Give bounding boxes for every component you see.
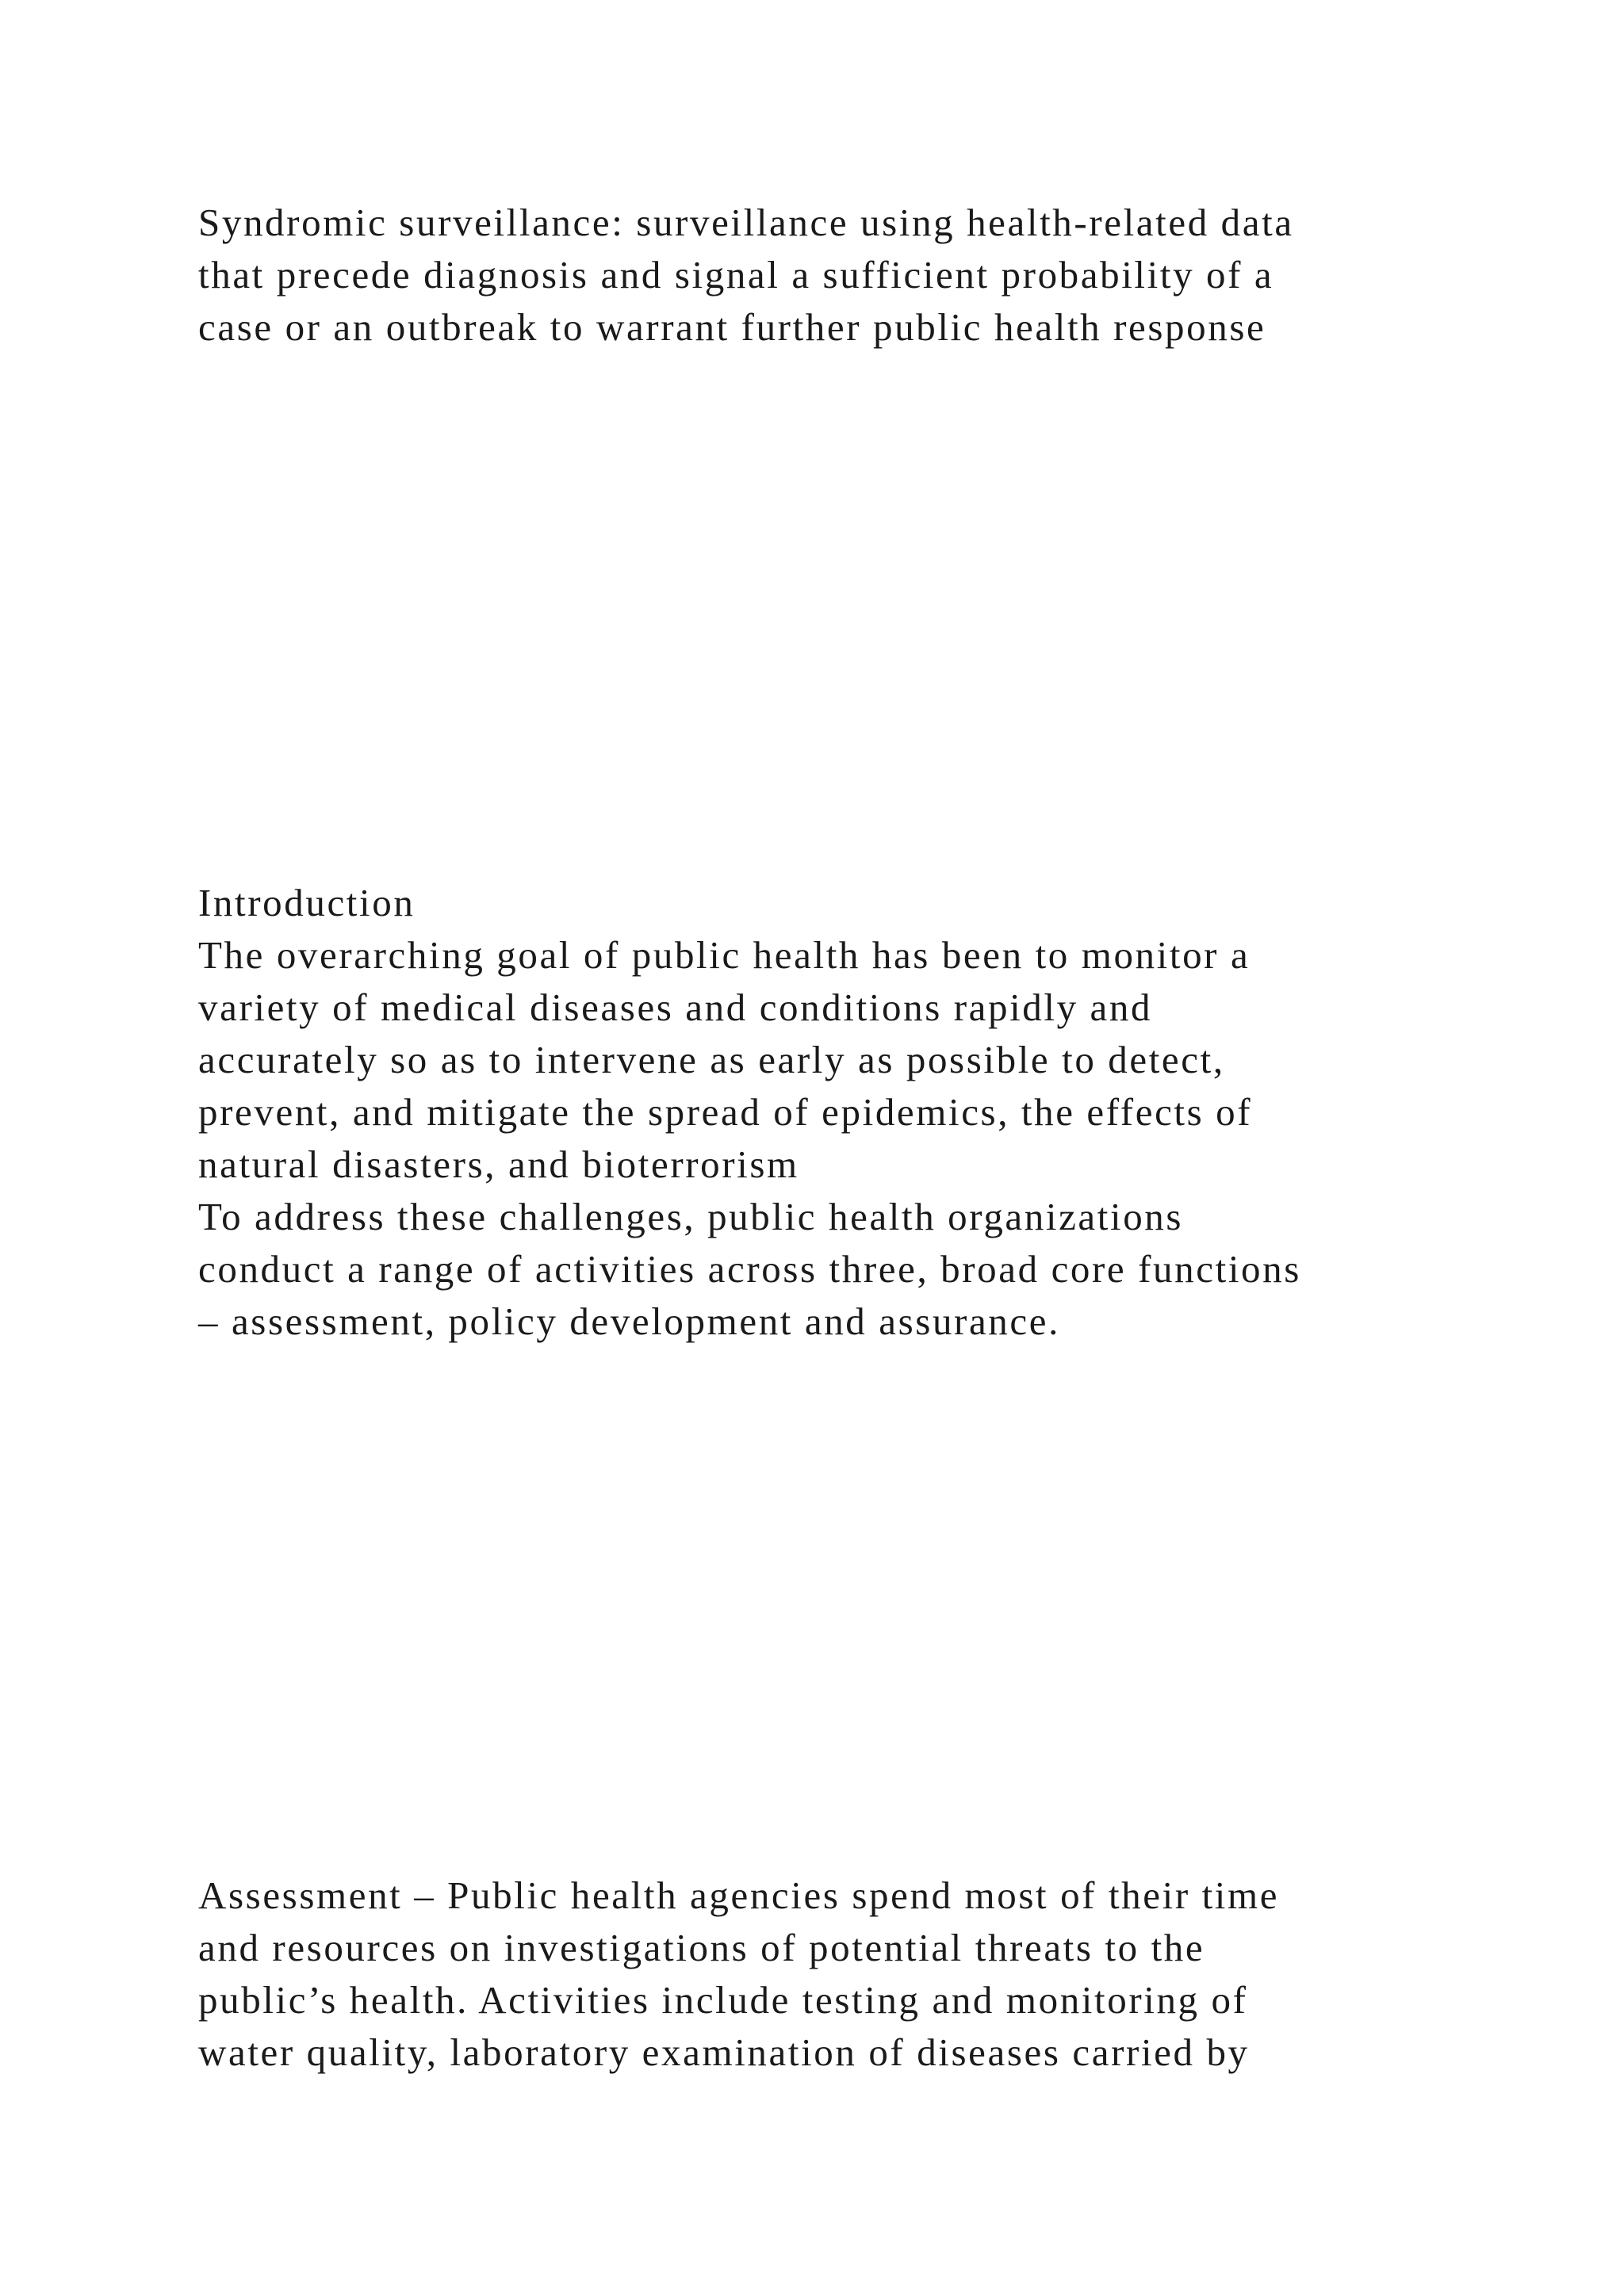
text-line: conduct a range of activities across three, broad core functions xyxy=(198,1247,1301,1291)
text-line: and resources on investigations of potential threats to the xyxy=(198,1926,1205,1969)
syndromic-surveillance-definition xyxy=(198,197,1467,354)
text-line: that precede diagnosis and signal a sufficient probability of a xyxy=(198,253,1274,297)
introduction-section xyxy=(198,877,1467,1348)
text-line: accurately so as to intervene as early as possible to detect, xyxy=(198,1038,1225,1081)
text-line: – assessment, policy development and assurance. xyxy=(198,1299,1060,1343)
text-line: public’s health. Activities include testing and monitoring of xyxy=(198,1978,1248,2022)
text-line: Assessment – Public health agencies spend most of their time xyxy=(198,1873,1280,1917)
text-line: case or an outbreak to warrant further public health response xyxy=(198,305,1266,349)
assessment-section xyxy=(198,1869,1467,2079)
text-line: Syndromic surveillance: surveillance using health-related data xyxy=(198,201,1294,244)
text-line: natural disasters, and bioterrorism xyxy=(198,1142,799,1186)
text-line: To address these challenges, public health organizations xyxy=(198,1195,1184,1238)
text-line: prevent, and mitigate the spread of epidemics, the effects of xyxy=(198,1090,1253,1134)
section-heading: Introduction xyxy=(198,881,416,924)
text-line: The overarching goal of public health has been to monitor a xyxy=(198,933,1251,977)
text-line: variety of medical diseases and conditions rapidly and xyxy=(198,985,1153,1029)
text-line: water quality, laboratory examination of diseases carried by xyxy=(198,2030,1250,2074)
